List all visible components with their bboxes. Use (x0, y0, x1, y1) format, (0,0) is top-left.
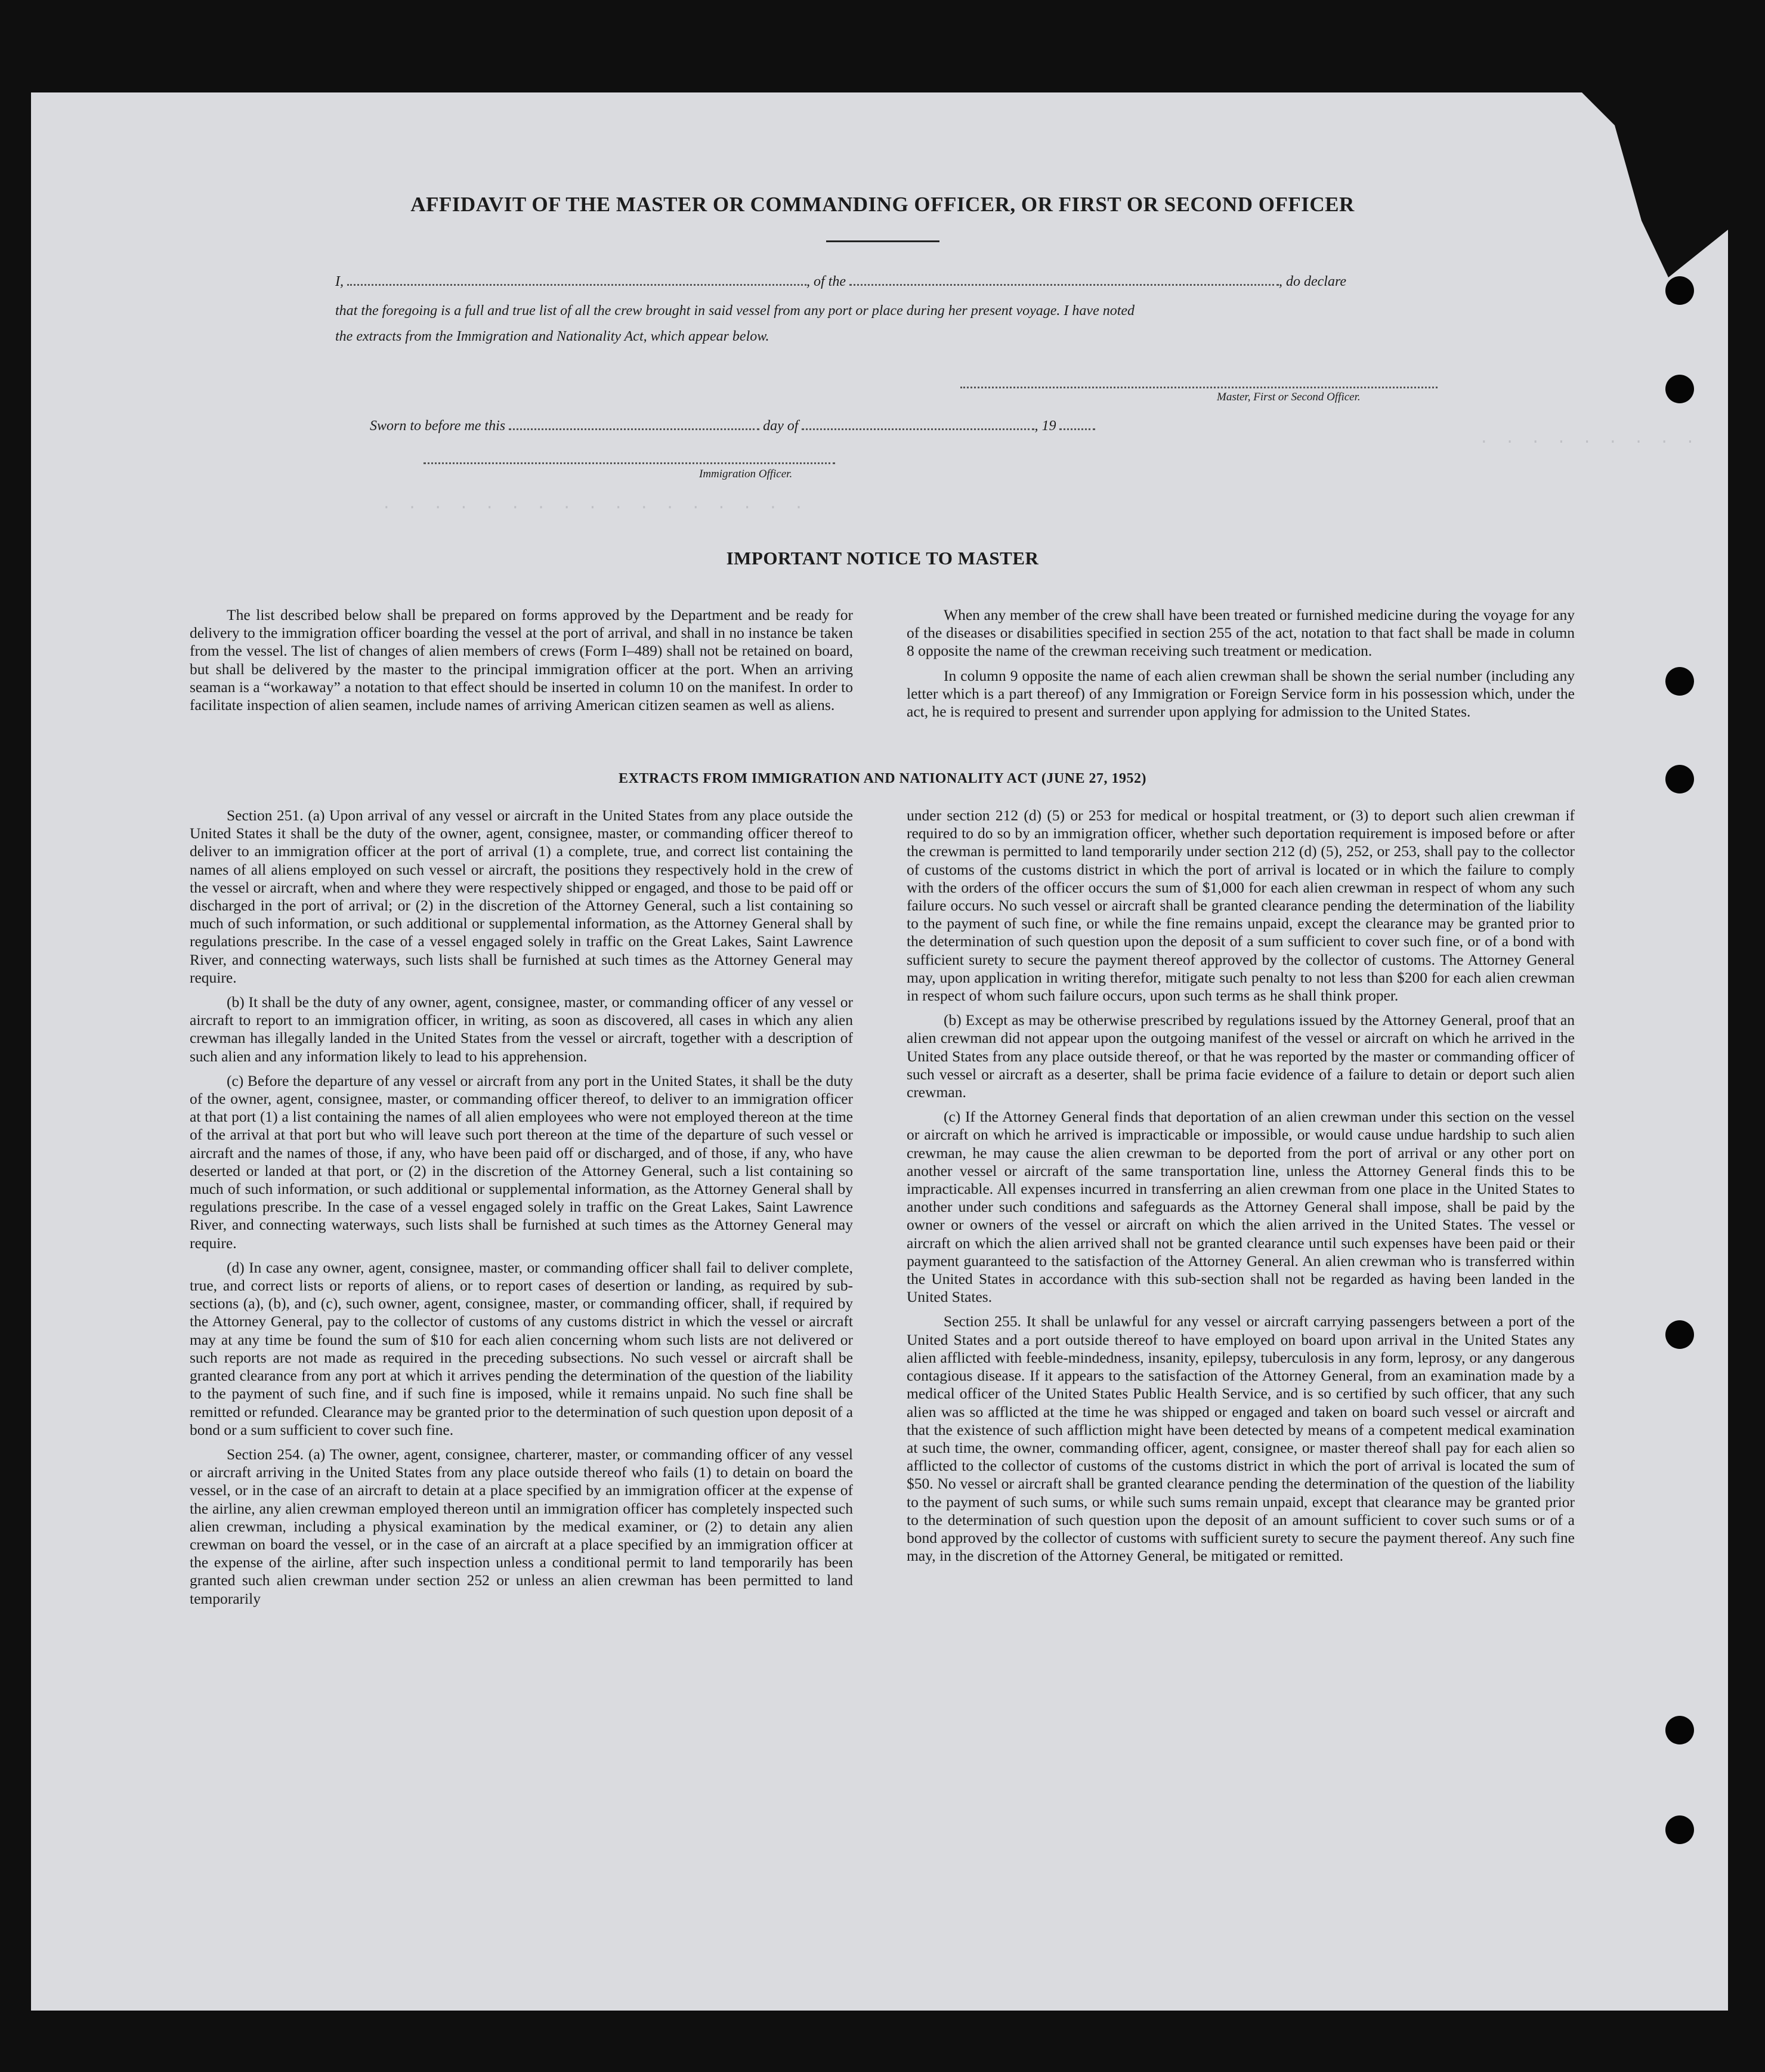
declare-label: , do declare (1279, 274, 1347, 289)
section-254-a: Section 254. (a) The owner, agent, consignee, charterer, master, or commanding officer of any vessel or aircraft arriving in the United States from any place outside thereof who fails (1) to detain on board the vessel, or in the case of an aircraft to detain at a place specified by an immigration officer at the expense of the airline, any alien crewman employed thereon until an immigration officer has completely inspected such alien crewman, including a physical examination by the medical examiner, or (2) to detain any alien crewman on board the vessel, or in the case of an aircraft at a place specified by an immigration officer at the expense of the airline, after such inspection unless a conditional permit to land temporarily has been granted such alien crewman under section 252 or unless an alien crewman has been permitted to land temporarily (190, 1445, 853, 1607)
section-251-a: Section 251. (a) Upon arrival of any vessel or aircraft in the United States from any place outside the United States it shall be the duty of the owner, agent, consignee, master, or commanding officer thereof to deliver to an immigration officer at the port of arrival (1) a complete, true, and correct list containing the names of all aliens employed on such vessel or aircraft, the positions they respectively hold in the crew of the vessel or aircraft, when and where they were respectively shipped or engaged, and those to be paid off or discharged in the port of arrival; or (2) in the discretion of the Attorney General, such a list containing so much of such information, or such additional or supplemental information, as the Attorney General shall by regulations prescribe. In the case of a vessel engaged solely in traffic on the Great Lakes, Saint Lawrence River, and connecting waterways, such lists shall be furnished at such times as the Attorney General may require. (190, 807, 853, 986)
officer-caption: Immigration Officer. (699, 468, 793, 480)
extracts-heading: EXTRACTS FROM IMMIGRATION AND NATIONALITY ACT (JUNE 27, 1952) (619, 771, 1146, 786)
bleed-through-marks: . . . . . . . . . . . . . . . . . (382, 495, 807, 513)
binder-hole (1665, 1815, 1694, 1844)
i-label: I, (335, 274, 344, 289)
of-the-label: , of the (806, 274, 846, 289)
vessel-field[interactable] (849, 272, 1279, 286)
notice-heading: IMPORTANT NOTICE TO MASTER (726, 548, 1039, 569)
section-254-a-continued: under section 212 (d) (5) or 253 for medical or hospital treatment, or (3) to deport such alien crewman if required to do so by an immigration officer, whether such deportation requirement is imposed before or after the crewman is permitted to land temporarily under section 212 (d) (5), 252, or 253, shall pay to the collector of customs of the customs district in which the port of arrival is located or in which the failure to comply with the orders of the officer occurs the sum of $1,000 for each alien crewman in respect of whom any such failure occurs. No such vessel or aircraft shall be granted clearance pending the determination of the liability to the payment of such fine, or while the fine remains unpaid, except the clearance may be granted prior to the determination of such question upon the deposit of a sum sufficient to cover such fine, or of a bond with sufficient surety to secure the payment thereof approved by the collector of customs. The Attorney General may, upon application in writing therefor, mitigate such penalty to not less than $200 for each alien crewman in respect of whom such failure occurs, upon such terms as he shall think proper. (907, 807, 1575, 1005)
sworn-year-field[interactable] (1059, 416, 1095, 430)
notice-left-paragraph: The list described below shall be prepared on forms approved by the Department and be ready for delivery to the immigration officer boarding the vessel at the port of arrival, and shall in no instance be taken from the vessel. The list of changes of alien members of crews (Form I–489) shall not be retained on board, but shall be delivered by the master to the principal immigration officer at the port. When an arriving seaman is a “workaway” a notation to that effect should be inserted in column 10 on the manifest. In order to facilitate inspection of alien seamen, include names of arriving American citizen seamen as well as aliens. (190, 606, 853, 714)
sworn-label: Sworn to before me this (370, 418, 506, 434)
sworn-month-field[interactable] (802, 416, 1034, 430)
notice-right-paragraph-1: When any member of the crew shall have been treated or furnished medicine during the voyage for any of the diseases or disabilities specified in section 255 of the act, notation to that fact shall be made in column 8 opposite the name of the crewman receiving such treatment or medication. (907, 606, 1575, 660)
section-251-d: (d) In case any owner, agent, consignee, master, or commanding officer shall fail to deliver complete, true, and correct lists or reports of aliens, or to report cases of desertion or landing, as required by sub-sections (a), (b), and (c), such owner, agent, consignee, master, or commanding officer, shall, if required by the Attorney General, pay to the collector of customs of any customs district in which the vessel or aircraft may at any time be found the sum of $10 for each alien concerning whom such lists are not delivered or such reports are not made as required in the preceding subsections. No such vessel or aircraft shall be granted clearance from any port at which it arrives pending the determination of the question of the liability to the payment of such fine, and if such fine is imposed, while it remains unpaid. No such fine shall be remitted or refunded. Clearance may be granted prior to the determination of such question upon deposit of a bond or a sum sufficient to cover such fine. (190, 1258, 853, 1438)
affidavit-line-2: that the foregoing is a full and true list of all the crew brought in said vessel from any port or place during her present voyage. I have noted (335, 303, 1135, 319)
section-254-b: (b) Except as may be otherwise prescribed by regulations issued by the Attorney General, proof that an alien crewman did not appear upon the outgoing manifest of the vessel or aircraft on which he arrived in the United States from any place outside thereof, or that he was reported by the master or commanding officer of such vessel or aircraft as a deserter, shall be prima facie evidence of a failure to detain or deport such alien crewman. (907, 1011, 1575, 1101)
affidavit-title: AFFIDAVIT OF THE MASTER OR COMMANDING OFFICER, OR FIRST OR SECOND OFFICER (410, 193, 1355, 216)
extracts-right-column (907, 807, 1575, 1571)
binder-hole (1665, 276, 1694, 305)
sworn-day-field[interactable] (509, 416, 759, 430)
day-of-label: day of (763, 418, 799, 434)
sworn-line (370, 412, 1467, 441)
title-rule (826, 240, 939, 242)
notice-right-column (907, 606, 1575, 727)
binder-hole (1665, 375, 1694, 403)
section-255: Section 255. It shall be unlawful for any vessel or aircraft carrying passengers between a port of the United States and a port outside thereof to have employed on board upon arrival in the United States any alien afflicted with feeble-mindedness, insanity, epilepsy, tuberculosis in any form, leprosy, or any dangerous contagious disease. If it appears to the satisfaction of the Attorney General, from an examination made by a medical officer of the United States Public Health Service, and is so certified by such officer, that any such alien was so afflicted at the time he was shipped or engaged and taken on board such vessel or aircraft and that the existence of such affliction might have been detected by means of a competent medical examination at such time, the owner, commanding officer, agent, consignee, or master thereof shall pay for each alien so afflicted to the collector of customs of the customs district in which the port of arrival is located the sum of $50. No vessel or aircraft shall be granted clearance pending the determination of the question of the liability to the payment of such sums, or while such sums remain unpaid, except that clearance may be granted prior to the determination of such question upon the deposit of an amount sufficient to cover such sums or of a bond approved by the collector of customs with sufficient surety to secure the payment thereof. Any such fine may, in the discretion of the Attorney General, be mitigated or remitted. (907, 1313, 1575, 1565)
binder-hole (1665, 1320, 1694, 1349)
officer-signature-line[interactable] (424, 462, 835, 464)
extracts-left-column (190, 807, 853, 1614)
name-field[interactable] (347, 272, 806, 286)
master-signature-line[interactable] (960, 387, 1438, 388)
binder-hole (1665, 1716, 1694, 1744)
section-251-b: (b) It shall be the duty of any owner, agent, consignee, master, or commanding officer of any vessel or aircraft to report to an immigration officer, in writing, as soon as discovered, all cases in which any alien crewman has illegally landed in the United States from the vessel or aircraft, together with a description of such alien and any information likely to lead to his apprehension. (190, 993, 853, 1065)
binder-hole (1665, 667, 1694, 696)
notice-right-paragraph-2: In column 9 opposite the name of each alien crewman shall be shown the serial number (including any letter which is a part thereof) of any Immigration or Foreign Service form in his possession which, under the act, he is required to present and surrender upon applying for admission to the United States. (907, 666, 1575, 721)
master-caption: Master, First or Second Officer. (1217, 391, 1361, 403)
affidavit-declaration (335, 267, 1433, 297)
notice-left-column (190, 606, 853, 721)
bleed-through-marks: . . . . . . . . . (1479, 430, 1699, 447)
affidavit-line-3: the extracts from the Immigration and Nationality Act, which appear below. (335, 329, 769, 344)
section-251-c: (c) Before the departure of any vessel or aircraft from any port in the United States, it shall be the duty of the owner, agent, consignee, master, or commanding officer thereof, to deliver to an immigration officer at that port (1) a list containing the names of all alien employees who were not employed thereon at the time of the arrival at that port but who will leave such port thereon at the time of the departure of such vessel or aircraft and the names of those, if any, who have been paid off or discharged, and of those, if any, who have deserted or landed at that port, or (2) in the discretion of the Attorney General, such a list containing so much of such information, or such additional or supplemental information, as the Attorney General shall by regulations prescribe. In the case of a vessel engaged solely in traffic on the Great Lakes, Saint Lawrence River, and connecting waterways, such lists shall be furnished at such times as the Attorney General may require. (190, 1071, 853, 1252)
section-254-c: (c) If the Attorney General finds that deportation of an alien crewman under this section on the vessel or aircraft on which he arrived is impracticable or impossible, or would cause undue hardship to such alien crewman, he may cause the alien crewman to be deported from the port of arrival or any other port on another vessel or aircraft of the same transportation line, unless the Attorney General finds this to be impracticable. All expenses incurred in transferring an alien crewman from one place in the United States to another under such conditions and safeguards as the Attorney General shall impose, shall be paid by the owner or owners of the vessel or aircraft on which the alien arrived in the United States. The vessel or aircraft on which the alien arrived shall not be granted clearance until such expenses have been paid or their payment guaranteed to the satisfaction of the Attorney General. An alien crewman who is transferred within the United States in accordance with this sub-section shall not be regarded as having been landed in the United States. (907, 1108, 1575, 1306)
year-label: , 19 (1034, 418, 1056, 434)
